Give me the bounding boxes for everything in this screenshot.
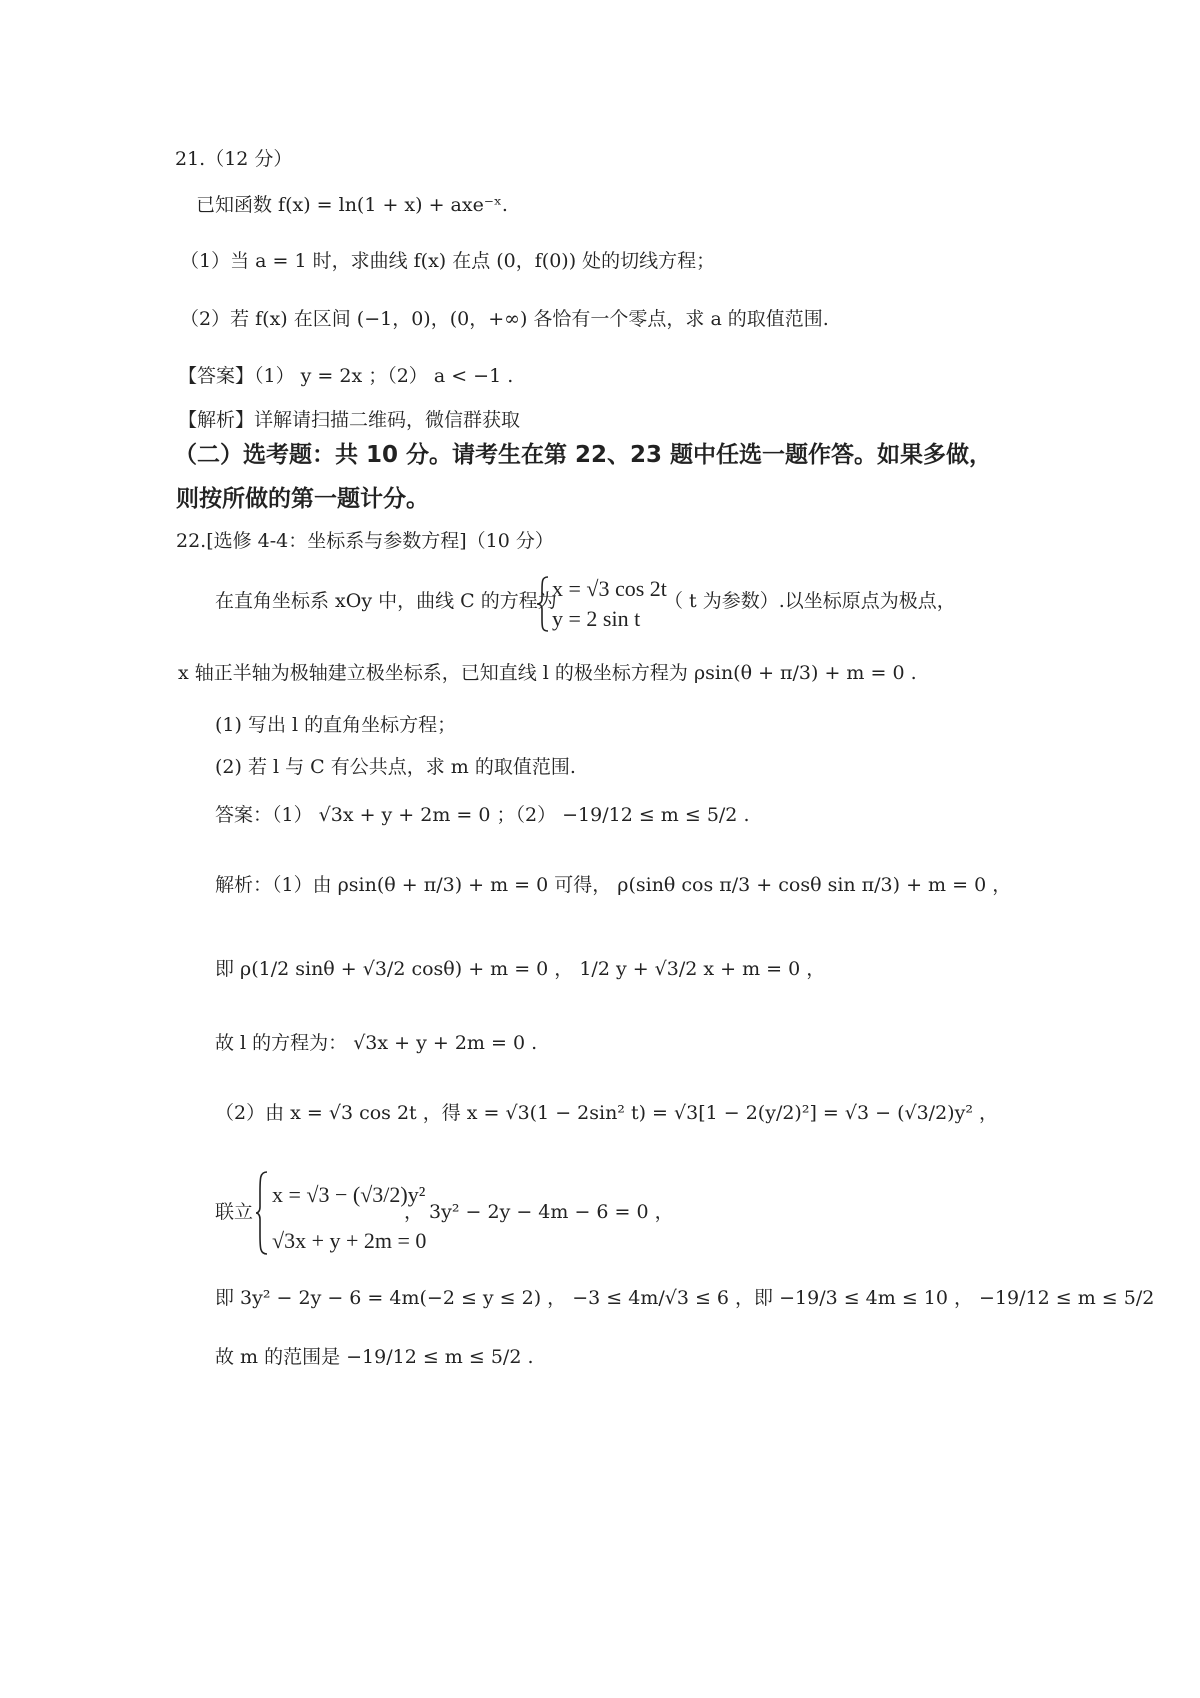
q22-sys-1: x = √3 cos 2t [552, 576, 667, 601]
q21-part2: （2）若 f(x) 在区间 (−1，0)，(0，+∞) 各恰有一个零点，求 a 的取值范围. [180, 308, 829, 330]
q22-sys-2: y = 2 sin t [552, 606, 641, 631]
q22-brace [536, 575, 550, 633]
q22-solution-5-eq1: x = √3 − (√3/2)y² [272, 1182, 426, 1207]
q22-solution-6: 即 3y² − 2y − 6 = 4m(−2 ≤ y ≤ 2) ， −3 ≤ 4m/√3 ≤ 6 ，即 −19/3 ≤ 4m ≤ 10 ， −19/12 ≤ m ≤ 5/2 [215, 1287, 1155, 1309]
q22-stem-pre: 在直角坐标系 xOy 中，曲线 C 的方程为 [215, 590, 557, 612]
q21-part1: （1）当 a = 1 时，求曲线 f(x) 在点 (0，f(0)) 处的切线方程； [180, 250, 716, 272]
q22-answer: 答案：（1） √3x + y + 2m = 0 ；（2） −19/12 ≤ m ≤ 5/2 . [215, 804, 750, 826]
q22-solution-5-eq2: √3x + y + 2m = 0 [272, 1228, 427, 1253]
q22-solution-5-result: ， 3y² − 2y − 4m − 6 = 0 ， [404, 1201, 674, 1223]
q22-stem2: x 轴正半轴为极轴建立极坐标系，已知直线 l 的极坐标方程为 ρsin(θ + π/3) + m = 0 . [178, 662, 917, 684]
q22-stem-post: （ t 为参数）.以坐标原点为极点， [664, 590, 956, 612]
q22-solution-5-label: 联立 [215, 1201, 254, 1223]
q22-solution-7: 故 m 的范围是 −19/12 ≤ m ≤ 5/2 . [215, 1346, 534, 1368]
q22-solution-5-brace [255, 1170, 269, 1256]
q21-analysis: 【解析】详解请扫描二维码，微信群获取 [178, 409, 521, 431]
q22-header: 22.[选修 4-4：坐标系与参数方程]（10 分） [176, 530, 554, 552]
q22-solution-4: （2）由 x = √3 cos 2t ，得 x = √3(1 − 2sin² t) = √3[1 − 2(y/2)²] = √3 − (√3/2)y² ， [215, 1102, 998, 1124]
q21-header: 21.（12 分） [175, 148, 293, 170]
q22-part1: (1) 写出 l 的直角坐标方程； [215, 714, 457, 736]
q21-stem: 已知函数 f(x) = ln(1 + x) + axe⁻ˣ. [196, 194, 508, 216]
q21-answer: 【答案】（1） y = 2x ；（2） a < −1 . [178, 365, 514, 387]
section2-line1: （二）选考题：共 10 分。请考生在第 22、23 题中任选一题作答。如果多做， [174, 442, 993, 468]
q22-solution-1: 解析：（1）由 ρsin(θ + π/3) + m = 0 可得， ρ(sinθ cos π/3 + cosθ sin π/3) + m = 0 ， [215, 874, 1012, 896]
q22-solution-2: 即 ρ(1/2 sinθ + √3/2 cosθ) + m = 0 ， 1/2 y + √3/2 x + m = 0 ， [215, 958, 826, 980]
section2-line2: 则按所做的第一题计分。 [176, 486, 429, 512]
q22-solution-3: 故 l 的方程为： √3x + y + 2m = 0 . [215, 1032, 538, 1054]
q22-part2: (2) 若 l 与 C 有公共点，求 m 的取值范围. [215, 756, 576, 778]
